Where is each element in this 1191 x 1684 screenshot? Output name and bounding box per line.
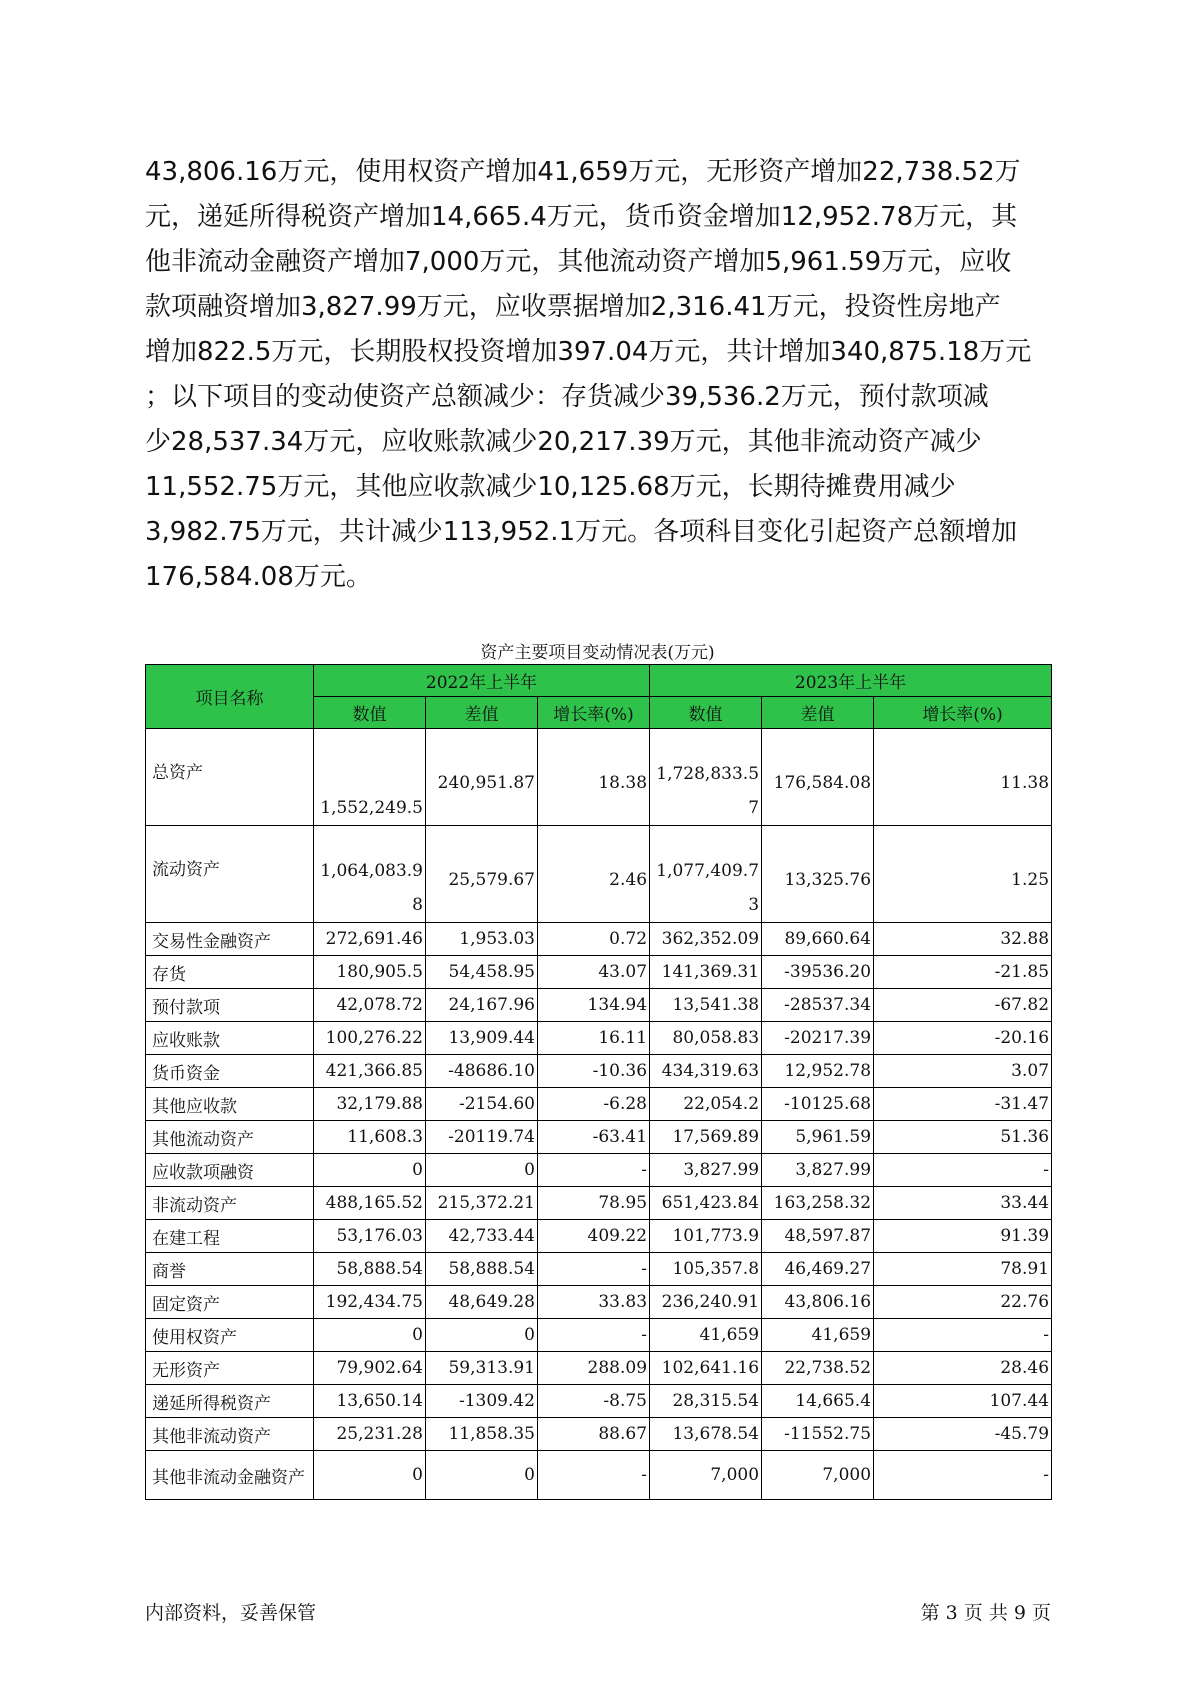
row-cell: 78.95 — [538, 1187, 650, 1220]
page-number: 第 3 页 共 9 页 — [920, 1602, 1051, 1624]
row-label: 流动资产 — [146, 826, 314, 923]
table-row — [146, 1385, 1052, 1418]
row-label: 其他非流动金融资产 — [146, 1451, 314, 1500]
row-cell: 43,806.16 — [762, 1286, 874, 1319]
row-cell: -28537.34 — [762, 989, 874, 1022]
table-row — [146, 826, 1052, 923]
table-row — [146, 1088, 1052, 1121]
row-cell: 80,058.83 — [650, 1022, 762, 1055]
row-cell: -67.82 — [874, 989, 1052, 1022]
row-cell: 14,665.4 — [762, 1385, 874, 1418]
row-label: 货币资金 — [146, 1055, 314, 1088]
paragraph-line: 43,806.16万元，使用权资产增加41,659万元，无形资产增加22,738.52万 — [145, 157, 1021, 187]
row-cell: 3,827.99 — [762, 1154, 874, 1187]
row-cell: 13,541.38 — [650, 989, 762, 1022]
table-row — [146, 1418, 1052, 1451]
table-row — [146, 956, 1052, 989]
row-cell: 79,902.64 — [314, 1352, 426, 1385]
row-cell: 43.07 — [538, 956, 650, 989]
row-cell: 362,352.09 — [650, 923, 762, 956]
row-cell: 107.44 — [874, 1385, 1052, 1418]
table-row — [146, 1286, 1052, 1319]
row-label: 其他应收款 — [146, 1088, 314, 1121]
row-cell: 13,678.54 — [650, 1418, 762, 1451]
row-cell: 5,961.59 — [762, 1121, 874, 1154]
row-cell: 41,659 — [762, 1319, 874, 1352]
header-diff: 差值 — [762, 697, 874, 729]
row-cell: 100,276.22 — [314, 1022, 426, 1055]
row-cell: 163,258.32 — [762, 1187, 874, 1220]
row-cell: 58,888.54 — [426, 1253, 538, 1286]
row-cell: 12,952.78 — [762, 1055, 874, 1088]
row-cell: - — [538, 1451, 650, 1500]
row-cell: 28,315.54 — [650, 1385, 762, 1418]
row-cell: 46,469.27 — [762, 1253, 874, 1286]
row-cell: 1,552,249.5 — [314, 729, 426, 826]
row-label: 总资产 — [146, 729, 314, 826]
row-cell: -45.79 — [874, 1418, 1052, 1451]
row-cell: -1309.42 — [426, 1385, 538, 1418]
table-row — [146, 1187, 1052, 1220]
row-cell: 2.46 — [538, 826, 650, 923]
row-cell: 102,641.16 — [650, 1352, 762, 1385]
row-cell: 25,579.67 — [426, 826, 538, 923]
row-label: 使用权资产 — [146, 1319, 314, 1352]
row-cell: 54,458.95 — [426, 956, 538, 989]
row-label: 其他非流动资产 — [146, 1418, 314, 1451]
row-cell: 240,951.87 — [426, 729, 538, 826]
body-paragraph — [145, 150, 1050, 600]
row-cell: -20119.74 — [426, 1121, 538, 1154]
row-label: 商誉 — [146, 1253, 314, 1286]
row-label: 应收账款 — [146, 1022, 314, 1055]
row-label: 存货 — [146, 956, 314, 989]
row-label: 在建工程 — [146, 1220, 314, 1253]
row-cell: 48,597.87 — [762, 1220, 874, 1253]
row-cell: 3.07 — [874, 1055, 1052, 1088]
row-cell: 13,325.76 — [762, 826, 874, 923]
row-cell: 59,313.91 — [426, 1352, 538, 1385]
row-cell: 105,357.8 — [650, 1253, 762, 1286]
row-cell: 42,733.44 — [426, 1220, 538, 1253]
row-cell: 1,077,409.73 — [650, 826, 762, 923]
row-cell: -6.28 — [538, 1088, 650, 1121]
table-row — [146, 1022, 1052, 1055]
row-cell: 176,584.08 — [762, 729, 874, 826]
paragraph-line: 11,552.75万元，其他应收款减少10,125.68万元，长期待摊费用减少 — [145, 472, 956, 502]
row-cell: -63.41 — [538, 1121, 650, 1154]
row-cell: 434,319.63 — [650, 1055, 762, 1088]
row-cell: 22,054.2 — [650, 1088, 762, 1121]
row-cell: -8.75 — [538, 1385, 650, 1418]
paragraph-line: 款项融资增加3,827.99万元，应收票据增加2,316.41万元，投资性房地产 — [145, 292, 1001, 322]
row-cell: 33.83 — [538, 1286, 650, 1319]
row-cell: 236,240.91 — [650, 1286, 762, 1319]
row-cell: 11,858.35 — [426, 1418, 538, 1451]
table-row — [146, 1319, 1052, 1352]
header-period-2023: 2023年上半年 — [650, 665, 1052, 697]
row-cell: 91.39 — [874, 1220, 1052, 1253]
row-cell: - — [538, 1253, 650, 1286]
table-row — [146, 1220, 1052, 1253]
row-label: 其他流动资产 — [146, 1121, 314, 1154]
header-period-2022: 2022年上半年 — [314, 665, 650, 697]
row-cell: 18.38 — [538, 729, 650, 826]
row-cell: - — [538, 1154, 650, 1187]
row-cell: 0 — [314, 1319, 426, 1352]
table-row — [146, 729, 1052, 826]
row-cell: 22.76 — [874, 1286, 1052, 1319]
row-cell: -11552.75 — [762, 1418, 874, 1451]
header-rate: 增长率(%) — [874, 697, 1052, 729]
table-row — [146, 1121, 1052, 1154]
table-row — [146, 1154, 1052, 1187]
row-cell: 51.36 — [874, 1121, 1052, 1154]
row-cell: -10.36 — [538, 1055, 650, 1088]
row-cell: 651,423.84 — [650, 1187, 762, 1220]
row-cell: 288.09 — [538, 1352, 650, 1385]
row-cell: 180,905.5 — [314, 956, 426, 989]
header-item-name: 项目名称 — [146, 665, 314, 729]
row-cell: 7,000 — [650, 1451, 762, 1500]
row-label: 交易性金融资产 — [146, 923, 314, 956]
row-cell: 41,659 — [650, 1319, 762, 1352]
paragraph-line: 少28,537.34万元，应收账款减少20,217.39万元，其他非流动资产减少 — [145, 427, 982, 457]
row-cell: - — [874, 1154, 1052, 1187]
row-cell: 53,176.03 — [314, 1220, 426, 1253]
row-cell: 409.22 — [538, 1220, 650, 1253]
table-row — [146, 1352, 1052, 1385]
row-cell: -48686.10 — [426, 1055, 538, 1088]
row-label: 固定资产 — [146, 1286, 314, 1319]
row-label: 非流动资产 — [146, 1187, 314, 1220]
row-cell: 32.88 — [874, 923, 1052, 956]
row-cell: 0 — [426, 1154, 538, 1187]
paragraph-line: 他非流动金融资产增加7,000万元，其他流动资产增加5,961.59万元，应收 — [145, 247, 1012, 277]
header-diff: 差值 — [426, 697, 538, 729]
table-row — [146, 989, 1052, 1022]
row-cell: 488,165.52 — [314, 1187, 426, 1220]
row-cell: 17,569.89 — [650, 1121, 762, 1154]
table-row — [146, 1451, 1052, 1500]
table-row — [146, 1055, 1052, 1088]
row-cell: 0 — [426, 1319, 538, 1352]
row-cell: -21.85 — [874, 956, 1052, 989]
row-cell: -31.47 — [874, 1088, 1052, 1121]
row-cell: 28.46 — [874, 1352, 1052, 1385]
table-row — [146, 923, 1052, 956]
row-cell: 16.11 — [538, 1022, 650, 1055]
row-cell: -20.16 — [874, 1022, 1052, 1055]
row-cell: 215,372.21 — [426, 1187, 538, 1220]
row-cell: 32,179.88 — [314, 1088, 426, 1121]
row-cell: 25,231.28 — [314, 1418, 426, 1451]
table-caption: 资产主要项目变动情况表(万元) — [480, 643, 715, 663]
row-cell: 0 — [314, 1451, 426, 1500]
row-cell: 101,773.9 — [650, 1220, 762, 1253]
paragraph-line: 3,982.75万元，共计减少113,952.1万元。各项科目变化引起资产总额增加 — [145, 517, 1018, 547]
row-cell: 272,691.46 — [314, 923, 426, 956]
paragraph-line: 增加822.5万元，长期股权投资增加397.04万元，共计增加340,875.18万元 — [145, 337, 1032, 367]
row-cell: 7,000 — [762, 1451, 874, 1500]
row-cell: 11.38 — [874, 729, 1052, 826]
row-label: 应收款项融资 — [146, 1154, 314, 1187]
row-cell: 33.44 — [874, 1187, 1052, 1220]
row-cell: 13,909.44 — [426, 1022, 538, 1055]
row-cell: 1.25 — [874, 826, 1052, 923]
row-cell: 134.94 — [538, 989, 650, 1022]
paragraph-line: 元，递延所得税资产增加14,665.4万元，货币资金增加12,952.78万元，其 — [145, 202, 1018, 232]
row-cell: 1,953.03 — [426, 923, 538, 956]
row-cell: 192,434.75 — [314, 1286, 426, 1319]
header-value: 数值 — [314, 697, 426, 729]
row-cell: 1,728,833.57 — [650, 729, 762, 826]
table-row — [146, 1253, 1052, 1286]
header-rate: 增长率(%) — [538, 697, 650, 729]
row-cell: 141,369.31 — [650, 956, 762, 989]
row-cell: 0 — [314, 1154, 426, 1187]
row-cell: 421,366.85 — [314, 1055, 426, 1088]
row-cell: 58,888.54 — [314, 1253, 426, 1286]
row-cell: -39536.20 — [762, 956, 874, 989]
row-cell: - — [874, 1319, 1052, 1352]
row-cell: 22,738.52 — [762, 1352, 874, 1385]
row-label: 无形资产 — [146, 1352, 314, 1385]
header-value: 数值 — [650, 697, 762, 729]
row-cell: 11,608.3 — [314, 1121, 426, 1154]
row-cell: 88.67 — [538, 1418, 650, 1451]
row-cell: 0 — [426, 1451, 538, 1500]
footer-note: 内部资料，妥善保管 — [145, 1602, 317, 1624]
row-label: 递延所得税资产 — [146, 1385, 314, 1418]
row-cell: 3,827.99 — [650, 1154, 762, 1187]
row-cell: - — [874, 1451, 1052, 1500]
row-cell: 13,650.14 — [314, 1385, 426, 1418]
asset-change-table — [145, 664, 1052, 1500]
paragraph-line: 176,584.08万元。 — [145, 562, 372, 592]
row-cell: 48,649.28 — [426, 1286, 538, 1319]
paragraph-line: ；以下项目的变动使资产总额减少：存货减少39,536.2万元，预付款项减 — [145, 382, 989, 412]
row-cell: 0.72 — [538, 923, 650, 956]
row-cell: -20217.39 — [762, 1022, 874, 1055]
row-cell: -2154.60 — [426, 1088, 538, 1121]
row-cell: -10125.68 — [762, 1088, 874, 1121]
row-label: 预付款项 — [146, 989, 314, 1022]
row-cell: 24,167.96 — [426, 989, 538, 1022]
row-cell: 42,078.72 — [314, 989, 426, 1022]
row-cell: 78.91 — [874, 1253, 1052, 1286]
row-cell: 89,660.64 — [762, 923, 874, 956]
row-cell: - — [538, 1319, 650, 1352]
row-cell: 1,064,083.98 — [314, 826, 426, 923]
